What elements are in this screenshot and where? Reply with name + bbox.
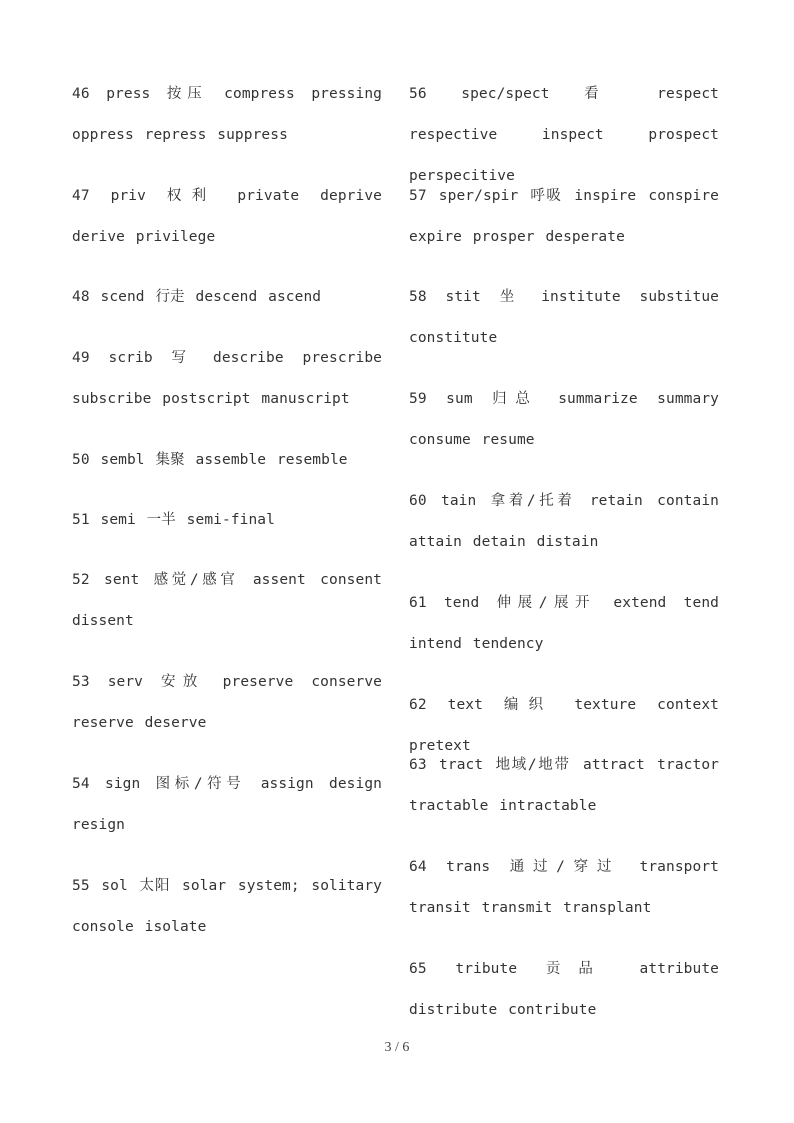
word-root-entry: 54 sign 图标/符号 assign design resign [72,776,382,833]
word-root-entry: 63 tract 地域/地带 attract tractor tractable intractable [409,757,719,814]
word-root-entry: 60 tain 拿着/托着 retain contain attain detain distain [409,493,719,550]
word-root-entry: 51 semi 一半 semi-final [72,512,275,528]
word-root-entry: 52 sent 感觉/感官 assent consent dissent [72,572,382,629]
word-root-entry: 46 press 按压 compress pressing oppress repress suppress [72,86,382,143]
word-root-entry: 49 scrib 写 describe prescribe subscribe postscript manuscript [72,350,382,407]
word-root-entry: 56 spec/spect 看 respect respective inspect prospect perspecitive [409,86,719,184]
word-root-entry: 47 priv 权利 private deprive derive privilege [72,188,382,245]
word-root-entry: 57 sper/spir 呼吸 inspire conspire expire prosper desperate [409,188,719,245]
word-root-entry: 53 serv 安放 preserve conserve reserve deserve [72,674,382,731]
word-root-entry: 61 tend 伸展/展开 extend tend intend tendency [409,595,719,652]
word-root-entry: 59 sum 归总 summarize summary consume resume [409,391,719,448]
word-root-entry: 62 text 编织 texture context pretext [409,697,719,754]
page-number: 3 / 6 [384,1040,410,1055]
word-root-entry: 48 scend 行走 descend ascend [72,289,322,305]
word-root-entry: 55 sol 太阳 solar system; solitary console isolate [72,878,382,935]
word-root-entry: 50 sembl 集聚 assemble resemble [72,452,348,468]
word-root-entry: 58 stit 坐 institute substitue constitute [409,289,719,346]
word-root-entry: 64 trans 通过/穿过 transport transit transmit transplant [409,859,719,916]
word-root-entry: 65 tribute 贡品 attribute distribute contribute [409,961,719,1018]
